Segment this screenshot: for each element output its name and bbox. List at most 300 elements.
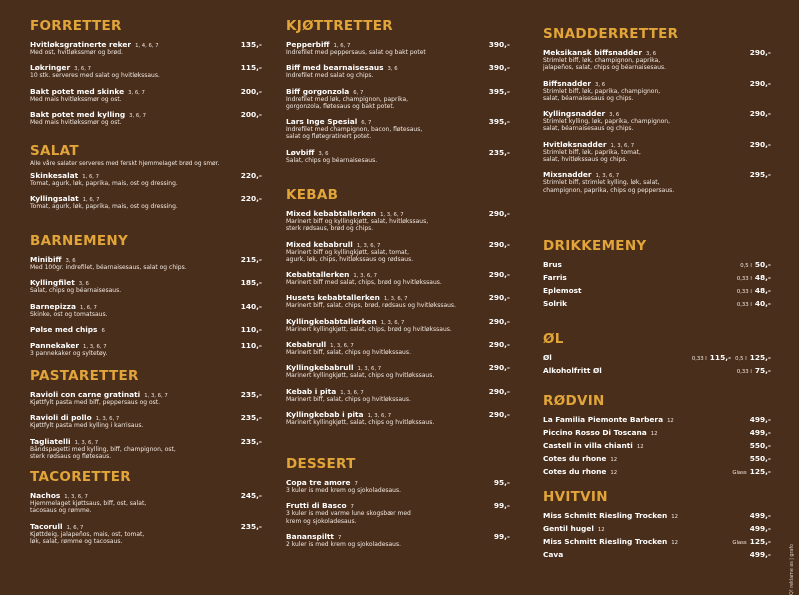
allergen-codes: 12 <box>671 514 678 520</box>
drink-price: 550,- <box>749 441 771 450</box>
menu-item <box>286 410 510 426</box>
menu-section-barnemeny <box>30 233 262 357</box>
allergen-codes: 1, 3, 6, 7 <box>367 412 392 419</box>
menu-item-row <box>30 194 262 203</box>
drink-item <box>543 366 771 375</box>
dish-name: Mixed kebabtallerken <box>286 209 377 218</box>
allergen-codes: 3, 6 <box>318 150 329 157</box>
dish-name: Skinkesalat <box>30 171 79 180</box>
menu-item-row <box>286 340 510 349</box>
dish-name: Kyllingsalat <box>30 194 79 204</box>
drink-price: 115,- <box>709 353 732 362</box>
dish-name: Meksikansk biffsnadder <box>543 48 642 57</box>
menu-item-row <box>30 491 262 500</box>
dish-price: 295,- <box>749 170 771 180</box>
section-title: PASTARETTER <box>30 368 139 384</box>
allergen-codes: 1, 3, 6, 7 <box>330 343 354 350</box>
dish-description: 2 kuler is med krem og sjokoladesaus. <box>286 540 402 548</box>
dish-description: Båndspagetti med kylling, biff, champignon, ost, <box>30 445 176 453</box>
section-title: KJØTTRETTER <box>286 18 393 34</box>
dish-name: Kebab i pita <box>286 386 337 396</box>
section-title: RØDVIN <box>543 393 605 409</box>
dish-price: 395,- <box>488 117 510 127</box>
menu-item-row <box>30 255 262 264</box>
dish-description: Kjøttfylt pasta med kylling i karrisaus. <box>30 422 144 430</box>
menu-item <box>286 209 510 233</box>
dish-price: 200,- <box>240 86 262 96</box>
menu-item <box>286 240 510 264</box>
menu-item-row <box>286 317 510 326</box>
allergen-codes: 1, 3, 6, 7 <box>95 416 120 423</box>
allergen-codes: 6 <box>101 327 105 334</box>
dish-description: Marinert kyllingkjøtt, salat, chips, brød og hvitløkssaus. <box>286 325 452 333</box>
allergen-codes: 3, 6, 7 <box>74 66 91 73</box>
dish-name: Copa tre amore <box>286 478 351 487</box>
allergen-codes: 12 <box>610 457 618 463</box>
menu-item <box>543 79 771 103</box>
dish-name: Kyllingfilet <box>30 278 75 288</box>
dish-name: Lars Inge Spesial <box>286 117 358 127</box>
section-title: DESSERT <box>286 456 356 472</box>
dish-price: 235,- <box>240 390 262 399</box>
menu-item-row <box>543 140 771 149</box>
dish-description: Strimlet kylling, løk, paprika, champignon, <box>543 118 671 126</box>
menu-item-row <box>286 270 510 279</box>
dish-description: agurk, løk, chips, hvitløkssaus og rødsaus. <box>286 255 414 263</box>
menu-item-row <box>286 363 510 372</box>
dish-description: Strimlet biff, strimlet kylling, løk, salat, <box>543 179 660 187</box>
section-title: ØL <box>543 331 564 347</box>
dish-name: Nachos <box>30 491 61 500</box>
dish-price: 290,- <box>488 239 510 249</box>
dish-description: Marinert kyllingkjøtt, salat, chips og hvitløkssaus. <box>286 372 435 380</box>
menu-section-dessert <box>286 456 510 548</box>
menu-item <box>30 194 262 210</box>
dish-name: Minibiff <box>30 255 62 264</box>
menu-item-row <box>286 410 510 419</box>
dish-description: 3 kuler is med krem og sjokoladesaus. <box>286 487 402 494</box>
menu-item <box>30 491 262 515</box>
drink-name: Piccino Rosso Di Toscana <box>543 428 647 437</box>
drink-item <box>543 467 771 476</box>
menu-item-row <box>286 501 510 510</box>
drink-price: 48,- <box>754 286 771 295</box>
drink-item <box>543 511 771 520</box>
dish-price: 110,- <box>240 340 262 350</box>
drink-item <box>543 428 771 437</box>
dish-price: 140,- <box>240 301 262 311</box>
allergen-codes: 7 <box>337 534 342 541</box>
allergen-codes: 1, 3, 6, 7 <box>83 343 107 350</box>
menu-item <box>286 387 510 403</box>
drink-item <box>543 441 771 450</box>
allergen-codes: 1, 3, 6, 7 <box>595 173 620 180</box>
menu-item-row <box>30 341 262 350</box>
dish-name: Biff med bearnaisesaus <box>286 63 384 73</box>
dish-price: 215,- <box>240 255 262 264</box>
allergen-codes: 7 <box>350 504 354 511</box>
dish-description: champignon, paprika, chips og peppersaus. <box>543 186 675 194</box>
dish-description: tacosaus og rømme. <box>30 507 92 515</box>
drink-price: 40,- <box>754 299 771 308</box>
dish-price: 390,- <box>488 63 510 73</box>
dish-description: 10 stk. serveres med salat og hvitløkssaus. <box>30 72 160 80</box>
menu-item <box>30 522 262 546</box>
dish-description: Skinke, ost og tomatsaus. <box>30 310 108 318</box>
dish-description: salat, béarnaisesaus og chips. <box>543 94 634 102</box>
dish-name: Hvitløksnadder <box>543 139 607 149</box>
menu-item-row <box>30 325 262 334</box>
dish-name: Barnepizza <box>30 301 76 311</box>
drink-item <box>543 415 771 424</box>
drink-name: Solrik <box>543 299 568 308</box>
dish-description: sterk rødsaus, brød og chips. <box>286 225 374 233</box>
dish-price: 390,- <box>488 40 510 49</box>
dish-price: 235,- <box>240 521 262 531</box>
dish-description: løk, salat, rømme og tacosaus. <box>30 537 123 545</box>
drink-price: 499,- <box>749 428 771 437</box>
menu-item-row <box>543 79 771 88</box>
menu-item-row <box>286 117 510 126</box>
allergen-codes: 3, 6 <box>609 112 620 119</box>
menu-section-ol <box>543 331 771 375</box>
dish-price: 99,- <box>493 531 510 541</box>
dish-description: Indrefilet med salat og chips. <box>286 72 374 80</box>
menu-item <box>286 478 510 494</box>
dish-description: salat, hvitløkssaus og chips. <box>543 156 628 164</box>
dish-name: Tagliatelli <box>30 436 71 446</box>
menu-item <box>543 170 771 194</box>
menu-item <box>30 413 262 429</box>
menu-section-salat <box>30 143 262 211</box>
drink-name: Cotes du rhone <box>543 454 607 463</box>
drink-volume: 0,33 l <box>736 276 752 282</box>
dish-description: Indrefilet med løk, champignon, paprika, <box>286 95 409 103</box>
dish-price: 235,- <box>240 413 262 423</box>
dish-description: Tomat, agurk, løk, paprika, mais, ost og dressing. <box>30 180 178 187</box>
menu-section-pastaretter <box>30 368 262 460</box>
menu-section-kebab <box>286 187 510 426</box>
menu-item-row <box>286 293 510 302</box>
dish-name: Pepperbiff <box>286 40 330 49</box>
menu-item <box>543 109 771 133</box>
section-title: BARNEMENY <box>30 233 129 249</box>
menu-item-row <box>30 413 262 422</box>
dish-price: 290,- <box>749 139 771 149</box>
dish-price: 290,- <box>749 48 771 57</box>
dish-name: Bakt potet med kylling <box>30 109 126 119</box>
allergen-codes: 6, 7 <box>353 89 364 96</box>
dish-price: 290,- <box>749 109 771 119</box>
dish-price: 110,- <box>240 324 262 334</box>
allergen-codes: 1, 3, 6, 7 <box>74 439 99 446</box>
menu-item-row <box>286 87 510 96</box>
menu-item <box>30 63 262 79</box>
menu-item-row <box>286 63 510 72</box>
dish-description: krem og sjokoladesaus. <box>286 517 357 525</box>
dish-description: jalapeños, salat, chips og béarnaisesaus. <box>543 64 667 72</box>
dish-price: 290,- <box>488 386 510 396</box>
dish-description: Marinert biff med salat, chips, brød og hvitløkssaus. <box>286 279 442 287</box>
allergen-codes: 1, 6, 7 <box>66 524 84 531</box>
dish-description: Tomat, agurk, løk, paprika, mais, ost og dressing. <box>30 203 178 211</box>
allergen-codes: 1, 3, 6, 7 <box>340 389 364 396</box>
menu-item <box>30 325 262 334</box>
allergen-codes: 12 <box>610 470 618 476</box>
dish-name: Kyllingsnadder <box>543 109 606 119</box>
drink-name: Castell in villa chianti <box>543 441 633 450</box>
dish-description: Marinert kyllingkjøtt, salat, chips og hvitløkssaus. <box>286 418 435 426</box>
drink-item <box>543 524 771 533</box>
menu-item-row <box>30 390 262 399</box>
allergen-codes: 12 <box>636 444 644 450</box>
menu-item <box>30 87 262 103</box>
dish-description: Marinert biff, salat, chips og hvitløkssaus. <box>286 349 411 357</box>
menu-item <box>286 148 510 164</box>
menu-item-row <box>286 532 510 541</box>
dish-price: 200,- <box>240 109 262 119</box>
menu-item-row <box>30 110 262 119</box>
menu-item <box>30 110 262 126</box>
drink-price: 125,- <box>749 467 771 476</box>
menu-item <box>286 363 510 379</box>
dish-name: Frutti di Basco <box>286 501 347 511</box>
allergen-codes: 1, 3, 6, 7 <box>353 273 378 280</box>
dish-name: Kebabtallerken <box>286 270 350 280</box>
menu-section-kjottretter <box>286 18 510 164</box>
menu-item <box>30 390 262 406</box>
dish-price: 115,- <box>240 63 262 73</box>
menu-item <box>286 293 510 309</box>
section-title: TACORETTER <box>30 469 131 485</box>
drink-name: Cotes du rhone <box>543 467 607 476</box>
dish-name: Biffsnadder <box>543 78 592 88</box>
menu-item <box>30 171 262 187</box>
drink-volume: 0,5 l <box>740 263 752 269</box>
menu-item-row <box>286 209 510 218</box>
allergen-codes: 3, 6 <box>387 66 398 73</box>
drink-volume: Glass <box>732 470 747 476</box>
dish-description: salat og fløtegratinert potet. <box>286 133 372 141</box>
drink-name: Miss Schmitt Riesling Trocken <box>543 537 668 546</box>
drink-volume: 0,33 l <box>691 356 707 362</box>
menu-item <box>286 317 510 333</box>
dish-name: Løvbiff <box>286 147 315 157</box>
dish-description: Med mais hvitløkssmør og ost. <box>30 118 122 126</box>
allergen-codes: 12 <box>667 418 674 424</box>
allergen-codes: 1, 6, 7 <box>333 43 351 49</box>
menu-item <box>30 278 262 294</box>
dish-price: 290,- <box>488 316 510 326</box>
menu-item <box>30 341 262 357</box>
drink-price: 499,- <box>749 524 771 533</box>
dish-name: Husets kebabtallerken <box>286 293 380 303</box>
drink-name: Farris <box>543 273 567 282</box>
allergen-codes: 1, 3, 6, 7 <box>144 393 168 399</box>
menu-item <box>543 48 771 72</box>
menu-item-row <box>286 240 510 249</box>
dish-name: Mixsnadder <box>543 170 592 180</box>
printer-credit: Q! reklame as | grafo <box>790 544 795 595</box>
allergen-codes: 1, 3, 6, 7 <box>383 296 408 303</box>
dish-description: Marinert biff og kyllingkjøtt, salat, tomat, <box>286 248 409 256</box>
menu-item <box>286 270 510 286</box>
allergen-codes: 1, 3, 6, 7 <box>380 319 405 326</box>
drink-price: 48,- <box>754 273 771 282</box>
menu-item <box>30 437 262 461</box>
menu-item-row <box>30 278 262 287</box>
section-title: DRIKKEMENY <box>543 238 647 254</box>
dish-description: Salat, chips og béarnaisesaus. <box>30 287 122 295</box>
allergen-codes: 12 <box>597 527 605 533</box>
dish-name: Kebabrull <box>286 340 327 350</box>
dish-description: Strimlet biff, løk, paprika, champignon, <box>543 87 661 95</box>
drink-volume: 0,33 l <box>736 289 752 295</box>
allergen-codes: 1, 6, 7 <box>79 304 97 311</box>
menu-section-rodvin <box>543 393 771 476</box>
menu-section-hvitvin <box>543 489 771 559</box>
drink-price: 50,- <box>754 260 771 269</box>
dish-description: sterk rødsaus og fløtesaus. <box>30 452 112 460</box>
menu-item-row <box>30 40 262 49</box>
allergen-codes: 1, 3, 6, 7 <box>610 142 635 149</box>
drink-price: 499,- <box>749 550 771 559</box>
drink-price: 125,- <box>749 537 771 546</box>
dish-price: 290,- <box>488 363 510 373</box>
dish-name: Kyllingkebabtallerken <box>286 316 377 326</box>
drink-item <box>543 286 771 295</box>
drink-name: Øl <box>543 353 552 362</box>
menu-item <box>286 63 510 79</box>
drink-name: Brus <box>543 260 562 269</box>
menu-section-forretter <box>30 18 262 126</box>
dish-description: Med mais hvitløkssmør og ost. <box>30 95 122 103</box>
menu-item-row <box>30 63 262 72</box>
dish-name: Tacorull <box>30 521 63 531</box>
menu-item <box>286 87 510 111</box>
drink-price: 499,- <box>749 511 771 520</box>
section-title: FORRETTER <box>30 18 122 34</box>
dish-description: Indrefilet med peppersaus, salat og bakt potet <box>286 49 426 56</box>
allergen-codes: 1, 3, 6, 7 <box>356 242 381 249</box>
menu-item <box>286 117 510 141</box>
drink-item <box>543 273 771 282</box>
drink-item <box>543 353 771 362</box>
section-title: SALAT <box>30 143 79 159</box>
dish-price: 135,- <box>240 40 262 49</box>
dish-name: Kyllingkebabrull <box>286 363 354 373</box>
drink-price: 125,- <box>749 353 771 362</box>
drink-volume: 0,33 l <box>736 302 752 308</box>
menu-item-row <box>30 171 262 180</box>
menu-item-row <box>30 522 262 531</box>
section-title: SNADDERRETTER <box>543 26 679 42</box>
dish-price: 290,- <box>488 340 510 350</box>
menu-item <box>286 40 510 56</box>
dish-description: Strimlet biff, løk, paprika, tomat, <box>543 148 641 156</box>
dish-price: 290,- <box>749 78 771 88</box>
dish-description: Hjemmelaget kjøttsaus, biff, ost, salat, <box>30 500 147 507</box>
allergen-codes: 1, 4, 6, 7 <box>135 43 159 49</box>
menu-item-row <box>543 170 771 179</box>
dish-description: Salat, chips og béarnaisesaus. <box>286 156 378 164</box>
allergen-codes: 1, 3, 6, 7 <box>64 494 88 500</box>
dish-description: 3 pannekaker og syltetøy. <box>30 349 108 357</box>
dish-name: Pølse med chips <box>30 324 98 334</box>
menu-item-row <box>30 302 262 311</box>
dish-name: Mixed kebabrull <box>286 239 353 249</box>
drink-name: Alkoholfritt Øl <box>543 366 602 375</box>
drink-price: 550,- <box>749 454 771 463</box>
dish-price: 290,- <box>488 409 510 419</box>
drink-name: Gentil hugel <box>543 524 594 533</box>
drink-item <box>543 454 771 463</box>
menu-item <box>543 140 771 164</box>
menu-item-row <box>286 148 510 157</box>
dish-price: 290,- <box>488 270 510 280</box>
dish-description: Med ost, hvitløkssmør og brød. <box>30 49 123 56</box>
menu-item-row <box>543 48 771 57</box>
dish-name: Bakt potet med skinke <box>30 86 125 96</box>
allergen-codes: 1, 3, 6, 7 <box>357 366 382 373</box>
menu-item <box>286 532 510 548</box>
menu-item-row <box>286 387 510 396</box>
dish-price: 185,- <box>240 278 262 288</box>
section-title: KEBAB <box>286 187 339 203</box>
menu-section-snadderretter <box>543 26 771 194</box>
dish-price: 220,- <box>240 171 262 180</box>
drink-item <box>543 537 771 546</box>
drink-volume: 0,5 l <box>735 356 747 362</box>
drink-item <box>543 260 771 269</box>
dish-name: Hvitløksgratinerte reker <box>30 40 132 49</box>
dish-name: Biff gorgonzola <box>286 86 350 96</box>
dish-price: 290,- <box>488 209 510 218</box>
dish-price: 235,- <box>240 436 262 446</box>
menu-item-row <box>543 109 771 118</box>
menu-item <box>286 501 510 525</box>
menu-item-row <box>286 478 510 487</box>
menu-item-row <box>30 87 262 96</box>
dish-description: Marinert biff, salat, chips, brød, rødsaus og hvitløkssaus. <box>286 302 456 310</box>
drink-volume: Glass <box>732 540 747 546</box>
dish-name: Kyllingkebab i pita <box>286 409 364 419</box>
menu-item-row <box>30 437 262 446</box>
allergen-codes: 3, 6 <box>65 258 76 264</box>
dish-name: Bananspiltt <box>286 531 334 541</box>
dish-description: Med 100gr. indrefilet, béarnaisesaus, salat og chips. <box>30 264 187 271</box>
drink-item <box>543 550 771 559</box>
dish-description: Kjøttfylt pasta med biff, peppersaus og ost. <box>30 399 161 406</box>
menu-item <box>286 340 510 356</box>
drink-price: 75,- <box>754 366 771 375</box>
allergen-codes: 7 <box>354 481 358 487</box>
allergen-codes: 3, 6, 7 <box>128 89 145 96</box>
dish-description: salat, béarnaisesaus og chips. <box>543 125 634 133</box>
section-title: HVITVIN <box>543 489 608 505</box>
dish-name: Pannekaker <box>30 340 80 350</box>
section-note: Alle våre salater serveres med ferskt hjemmelaget brød og smør. <box>30 161 220 167</box>
dish-name: Ravioli con carne gratinati <box>30 390 141 399</box>
drink-volume: 0,33 l <box>736 369 752 375</box>
menu-item <box>30 40 262 56</box>
dish-price: 220,- <box>240 194 262 204</box>
dish-price: 95,- <box>493 478 510 487</box>
allergen-codes: 1, 3, 6, 7 <box>380 212 404 218</box>
menu-item-row <box>286 40 510 49</box>
dish-description: Marinert biff og kyllingkjøtt, salat, hvitløkssaus, <box>286 218 429 225</box>
dish-description: Kjøttdeig, jalapeños, mais, ost, tomat, <box>30 530 145 538</box>
